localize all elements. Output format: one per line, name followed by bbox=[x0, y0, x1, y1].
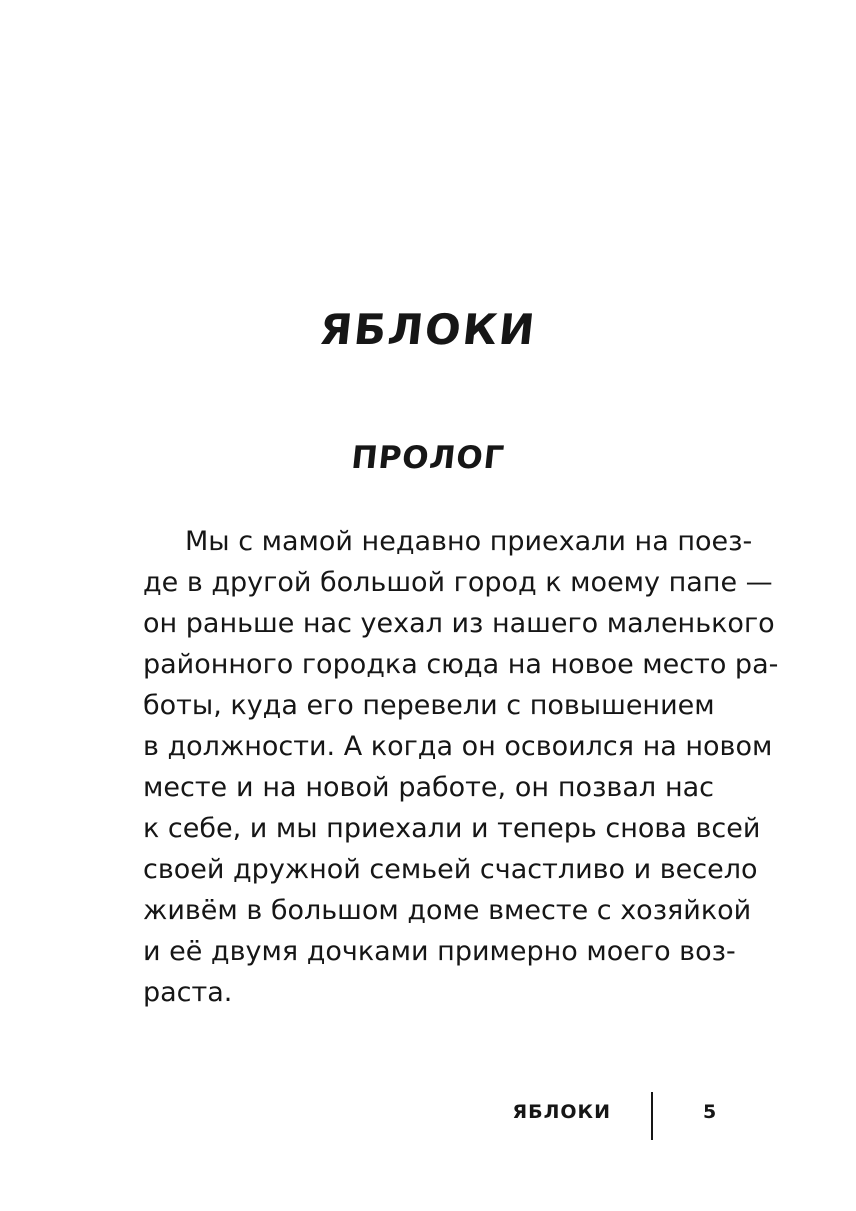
footer-divider bbox=[651, 1092, 653, 1140]
text-line: районного городка сюда на новое место ра- bbox=[143, 649, 779, 680]
section-title: ПРОЛОГ bbox=[349, 440, 507, 476]
text-line: своей дружной семьей счастливо и весело bbox=[143, 854, 758, 885]
text-line: он раньше нас уехал из нашего маленького bbox=[143, 608, 775, 639]
page-number: 5 bbox=[703, 1101, 717, 1123]
body-paragraph bbox=[143, 521, 779, 1013]
chapter-title: ЯБЛОКИ bbox=[317, 305, 539, 354]
text-line: де в другой большой город к моему папе — bbox=[143, 567, 773, 598]
text-line: боты, куда его перевели с повышением bbox=[143, 690, 715, 721]
text-line: Мы с мамой недавно приехали на поез- bbox=[185, 526, 753, 557]
text-line: и её двумя дочками примерно моего воз- bbox=[143, 936, 736, 967]
text-line: в должности. А когда он освоился на новом bbox=[143, 731, 773, 762]
text-line: к себе, и мы приехали и теперь снова всей bbox=[143, 813, 761, 844]
text-line: раста. bbox=[143, 977, 233, 1008]
text-line: месте и на новой работе, он позвал нас bbox=[143, 772, 714, 803]
text-line: живём в большом доме вместе с хозяйкой bbox=[143, 895, 752, 926]
running-head: ЯБЛОКИ bbox=[512, 1101, 611, 1123]
